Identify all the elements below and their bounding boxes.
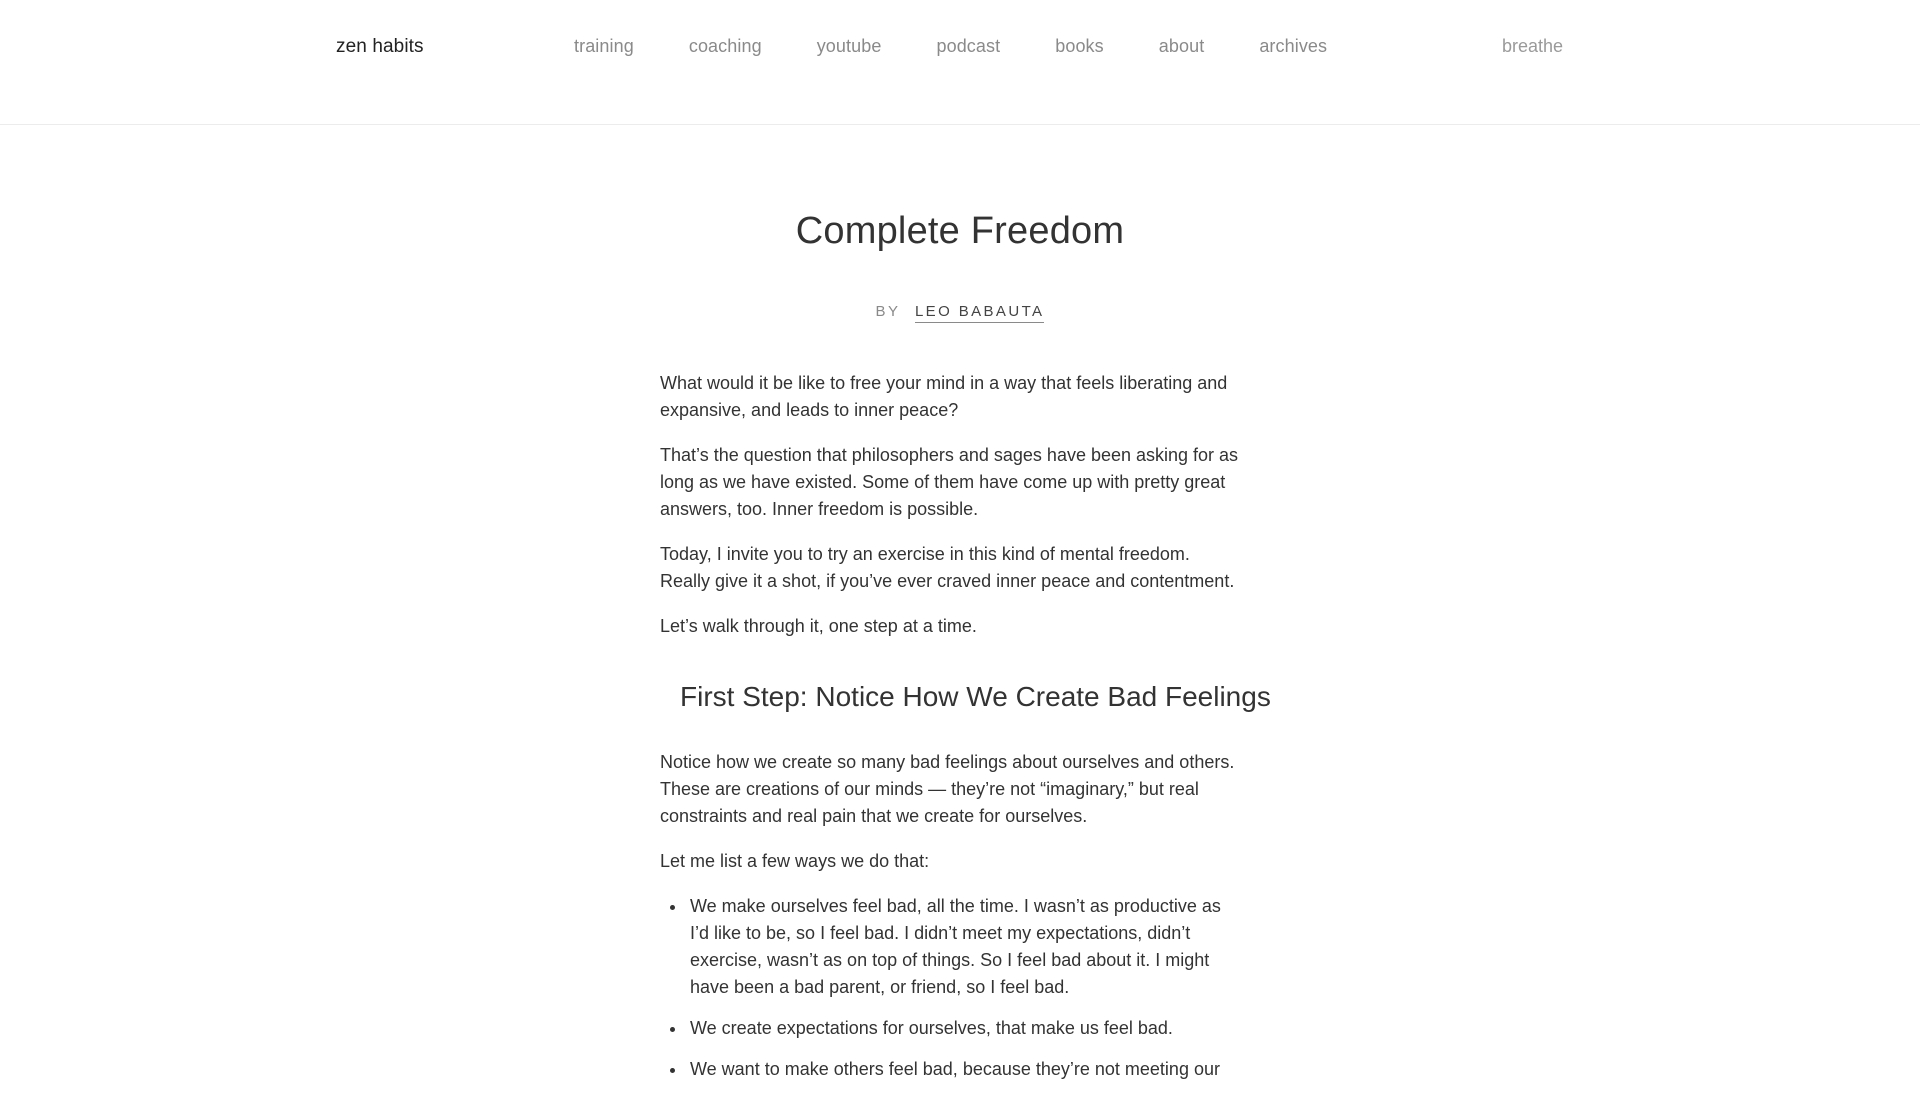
nav-link-coaching[interactable]: coaching xyxy=(688,36,762,56)
paragraph-intro-2: That’s the question that philosophers and sages have been asking for as long as we have existed. Some of them have come up with pretty great answers, too. Inner freedom is possible. xyxy=(660,445,1239,519)
paragraph-intro-3: Today, I invite you to try an exercise in this kind of mental freedom. Really give it a shot, if you’ve ever craved inner peace and contentment. xyxy=(660,544,1235,591)
paragraph-intro-4: Let’s walk through it, one step at a time. xyxy=(660,616,977,636)
nav-link-books[interactable]: books xyxy=(1055,36,1104,56)
nav-link-youtube[interactable]: youtube xyxy=(816,36,882,56)
paragraph-section-1: Notice how we create so many bad feelings about ourselves and others. These are creations of our minds — they’re not “imaginary,” but real constraints and real pain that we create for ourselves. xyxy=(660,752,1235,826)
bullet-list xyxy=(660,893,1240,1083)
nav-item xyxy=(574,36,634,57)
paragraph-section-2: Let me list a few ways we do that: xyxy=(660,851,930,871)
site-header xyxy=(0,0,1920,125)
nav-item xyxy=(936,36,1000,57)
main-nav xyxy=(574,36,1382,57)
list-item: We make ourselves feel bad, all the time. I wasn’t as productive as I’d like to be, so I feel bad. I didn’t meet my expectations, didn’t exercise, wasn’t as on top of things. So I feel bad about it. I might have been a bad parent, or friend, so I feel bad. xyxy=(690,893,1240,1001)
section-heading: First Step: Notice How We Create Bad Feelings xyxy=(680,681,1271,712)
nav-link-training[interactable]: training xyxy=(574,36,634,56)
list-item: We want to make others feel bad, because they’re not meeting our xyxy=(690,1056,1240,1083)
nav-item xyxy=(817,36,882,57)
byline xyxy=(0,303,1920,320)
nav-item xyxy=(1259,36,1327,57)
post-title: Complete Freedom xyxy=(795,210,1125,252)
nav-item xyxy=(1055,36,1104,57)
site-title-link[interactable]: zen habits xyxy=(336,36,424,57)
breathe-link[interactable]: breathe xyxy=(1502,36,1564,56)
nav-link-about[interactable]: about xyxy=(1158,36,1205,56)
nav-item xyxy=(689,36,762,57)
nav-link-podcast[interactable]: podcast xyxy=(936,36,1001,56)
paragraph-intro-1: What would it be like to free your mind in a way that feels liberating and expansive, and leads to inner peace? xyxy=(660,373,1228,420)
list-item: We create expectations for ourselves, that make us feel bad. xyxy=(690,1015,1240,1042)
nav-link-archives[interactable]: archives xyxy=(1259,36,1328,56)
post-content xyxy=(660,370,1271,1097)
nav-item xyxy=(1159,36,1205,57)
author-link[interactable]: LEO BABAUTA xyxy=(915,303,1045,323)
byline-prefix: BY xyxy=(875,303,901,320)
